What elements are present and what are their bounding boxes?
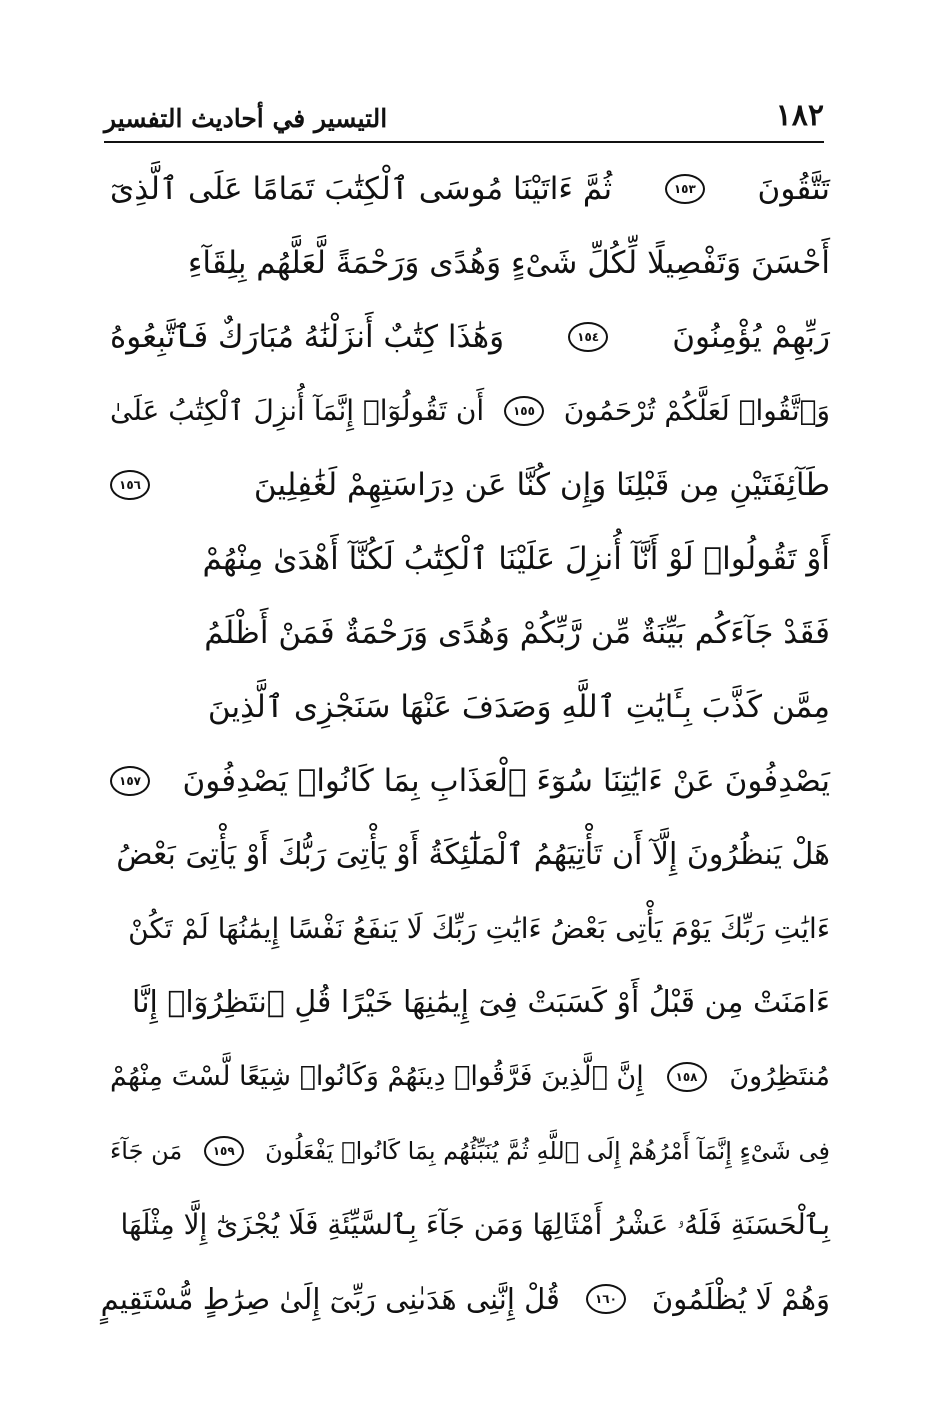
verse-text: مُنتَظِرُونَ <box>729 1061 830 1092</box>
verse-text: وَهُمْ لَا يُظْلَمُونَ <box>651 1282 830 1316</box>
text-line <box>110 596 830 670</box>
verse-text: ثُمَّ ءَاتَيْنَا مُوسَى ٱلْكِتَٰبَ تَمَامًا عَلَى ٱلَّذِىٓ <box>110 171 613 207</box>
ayah-number-marker: ١٥٩ <box>204 1136 244 1166</box>
text-line <box>110 1040 830 1114</box>
quran-text-block <box>100 152 830 1336</box>
text-line <box>110 374 830 448</box>
verse-text: قُلْ إِنَّنِى هَدَىٰنِى رَبِّىٓ إِلَىٰ صِرَٰطٍ مُّسْتَقِيمٍ <box>100 1282 560 1316</box>
verse-text: أَن تَقُولُوٓا۟ إِنَّمَآ أُنزِلَ ٱلْكِتَٰبُ عَلَىٰ <box>110 394 485 427</box>
header-rule <box>104 141 824 143</box>
page-header <box>104 96 824 140</box>
verse-text: فِى شَىْءٍ إِنَّمَآ أَمْرُهُمْ إِلَى ٱللَّهِ ثُمَّ يُنَبِّئُهُم بِمَا كَانُوا۟ يَفْعَلُونَ <box>265 1137 830 1165</box>
text-line <box>110 670 830 744</box>
ayah-number-marker: ١٥٦ <box>110 470 150 500</box>
text-line <box>110 522 830 596</box>
verse-text: بِٱلْحَسَنَةِ فَلَهُۥ عَشْرُ أَمْثَالِهَا وَمَن جَآءَ بِٱلسَّيِّئَةِ فَلَا يُجْزَىٰٓ إِلَّا مِثْلَهَا <box>120 1208 830 1241</box>
text-line <box>110 152 830 226</box>
verse-text: رَبِّهِمْ يُؤْمِنُونَ <box>672 319 830 355</box>
text-line <box>110 744 830 818</box>
verse-text: مِمَّن كَذَّبَ بِـَٔايَٰتِ ٱللَّهِ وَصَدَفَ عَنْهَا سَنَجْزِى ٱلَّذِينَ <box>207 689 830 725</box>
text-line <box>110 1114 830 1188</box>
verse-text: ءَايَٰتِ رَبِّكَ يَوْمَ يَأْتِى بَعْضُ ءَايَٰتِ رَبِّكَ لَا يَنفَعُ نَفْسًا إِيمَٰنُهَا لَمْ تَكُنْ <box>128 912 830 945</box>
verse-text: إِنَّ ٱلَّذِينَ فَرَّقُوا۟ دِينَهُمْ وَكَانُوا۟ شِيَعًا لَّسْتَ مِنْهُمْ <box>110 1061 644 1092</box>
ayah-number-marker: ١٥٥ <box>504 396 544 426</box>
text-line <box>110 226 830 300</box>
verse-text: مَن جَآءَ <box>110 1137 183 1165</box>
verse-text: أَوْ تَقُولُوا۟ لَوْ أَنَّآ أُنزِلَ عَلَيْنَا ٱلْكِتَٰبُ لَكُنَّآ أَهْدَىٰ مِنْهُمْ <box>202 541 830 577</box>
verse-text: تَتَّقُونَ <box>757 171 830 207</box>
ayah-number-marker: ١٥٨ <box>667 1062 707 1092</box>
verse-text: يَصْدِفُونَ عَنْ ءَايَٰتِنَا سُوٓءَ ٱلْعَذَابِ بِمَا كَانُوا۟ يَصْدِفُونَ <box>182 763 830 799</box>
ayah-number-marker: ١٥٧ <box>110 766 150 796</box>
text-line <box>100 1262 830 1336</box>
verse-text: طَآئِفَتَيْنِ مِن قَبْلِنَا وَإِن كُنَّا عَن دِرَاسَتِهِمْ لَغَٰفِلِينَ <box>253 467 830 503</box>
verse-text: وَهَٰذَا كِتَٰبٌ أَنزَلْنَٰهُ مُبَارَكٌ فَٱتَّبِعُوهُ <box>110 319 505 355</box>
text-line <box>110 818 830 892</box>
ayah-number-marker: ١٥٤ <box>568 322 608 352</box>
text-line <box>110 1188 830 1262</box>
text-line <box>110 966 830 1040</box>
verse-text: فَقَدْ جَآءَكُم بَيِّنَةٌ مِّن رَّبِّكُمْ وَهُدًى وَرَحْمَةٌ فَمَنْ أَظْلَمُ <box>204 615 830 651</box>
running-title: التيسير في أحاديث التفسير <box>104 104 388 133</box>
verse-text: ءَامَنَتْ مِن قَبْلُ أَوْ كَسَبَتْ فِىٓ إِيمَٰنِهَا خَيْرًا قُلِ ٱنتَظِرُوٓا۟ إِنَّا <box>132 985 830 1020</box>
verse-text: هَلْ يَنظُرُونَ إِلَّآ أَن تَأْتِيَهُمُ ٱلْمَلَٰٓئِكَةُ أَوْ يَأْتِىَ رَبُّكَ أَوْ يَأْتِىَ بَعْضُ <box>116 837 830 872</box>
text-line <box>110 892 830 966</box>
page-number: ١٨٢ <box>775 98 824 133</box>
text-line <box>110 300 830 374</box>
ayah-number-marker: ١٦٠ <box>586 1284 626 1314</box>
verse-text: وَٱتَّقُوا۟ لَعَلَّكُمْ تُرْحَمُونَ <box>563 394 830 427</box>
ayah-number-marker: ١٥٣ <box>665 174 705 204</box>
text-line <box>110 448 830 522</box>
verse-text: أَحْسَنَ وَتَفْصِيلًا لِّكُلِّ شَىْءٍ وَهُدًى وَرَحْمَةً لَّعَلَّهُم بِلِقَآءِ <box>187 245 830 281</box>
